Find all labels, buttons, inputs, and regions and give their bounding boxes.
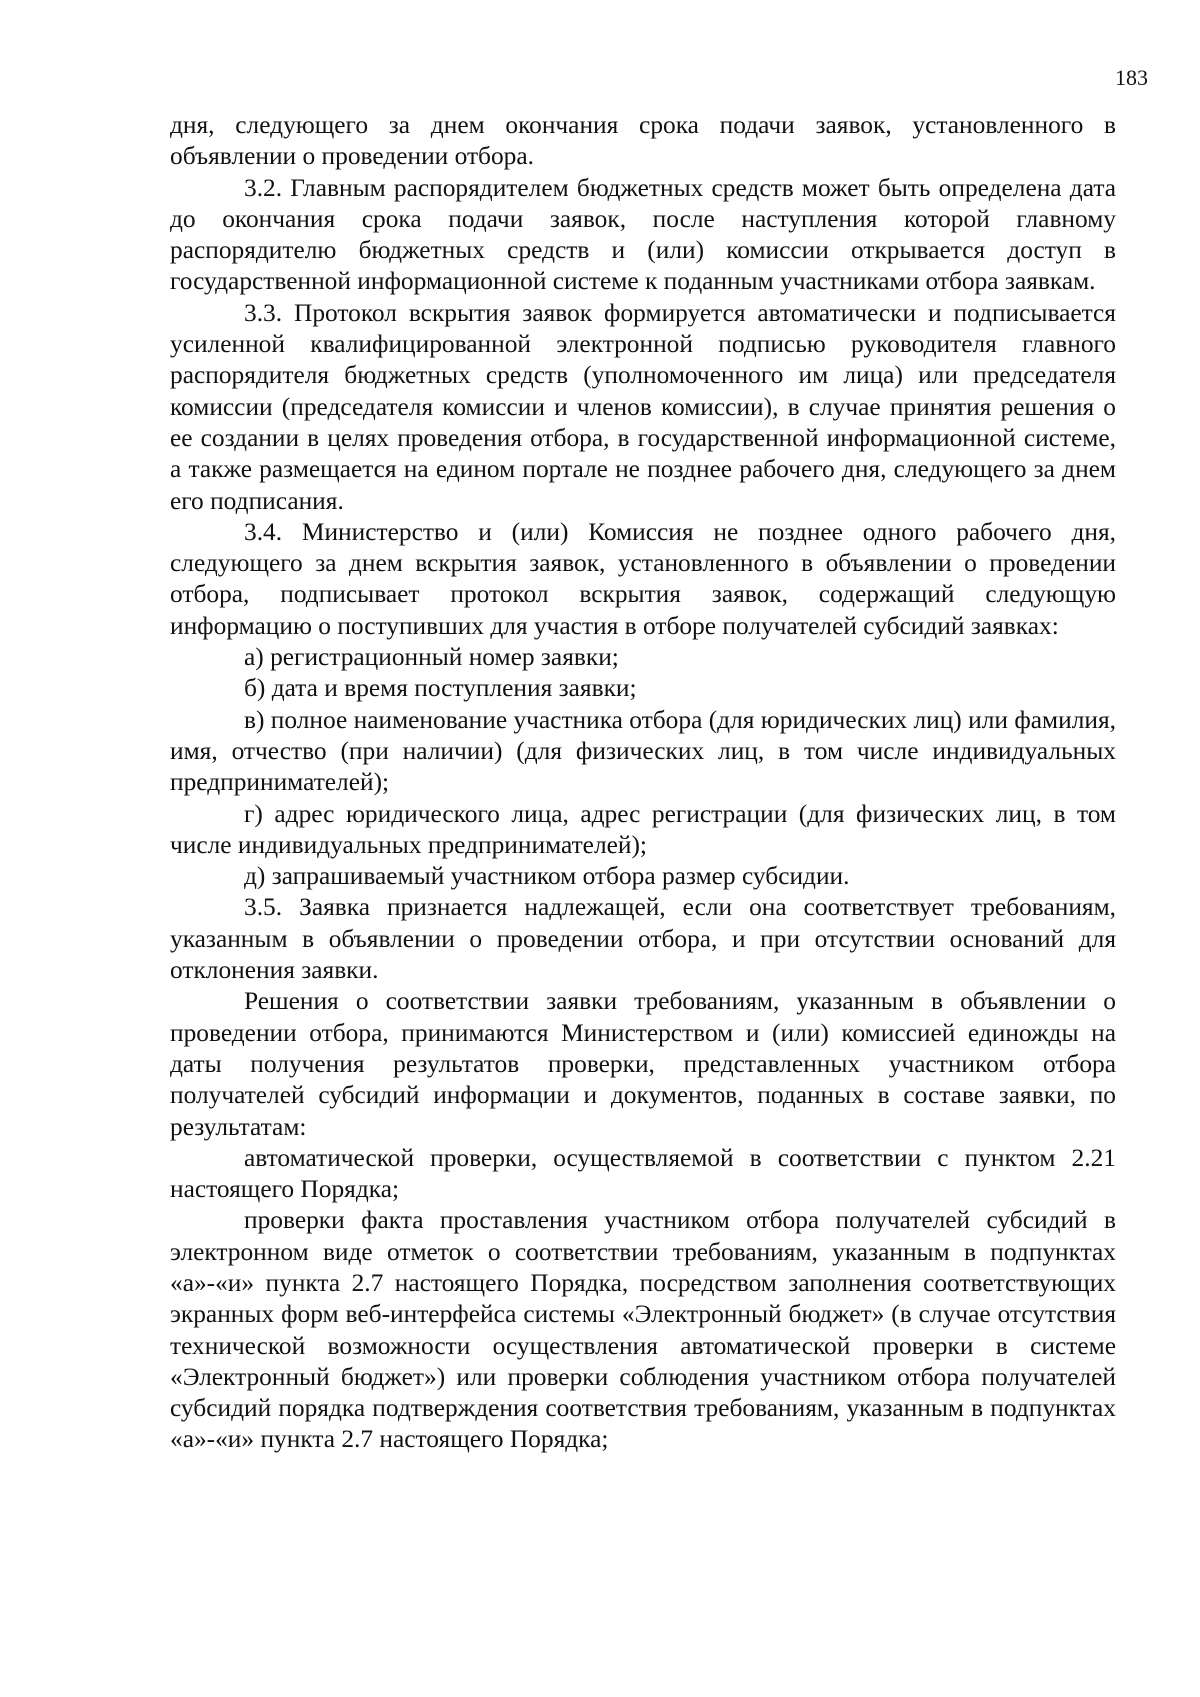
paragraph-3-5: 3.5. Заявка признается надлежащей, если она соответствует требованиям, указанным в объявлении о проведении отбора, и при отсутствии оснований для отклонения заявки. <box>170 893 1116 985</box>
list-item-g: г) адрес юридического лица, адрес регистрации (для физических лиц, в том числе индивидуальных предпринимателей); <box>170 799 1116 859</box>
automatic-check-paragraph: автоматической проверки, осуществляемой в соответствии с пунктом 2.21 настоящего Порядка; <box>170 1143 1116 1204</box>
decision-paragraph: Решения о соответствии заявки требованиям, указанным в объявлении о проведении отбора, принимаются Министерством и (или) комиссией единожды на даты получения результатов проверки, представленных участником отбора получателей субсидий информации и документов, поданных в составе заявки, по результатам: <box>170 987 1116 1141</box>
page-number: 183 <box>1115 65 1148 90</box>
list-item-a: а) регистрационный номер заявки; <box>244 643 619 672</box>
paragraph-3-3: 3.3. Протокол вскрытия заявок формируется автоматически и подписывается усиленной квалифицированной электронной подписью руководителя главного распорядителя бюджетных средств (уполномоченного им лица) или председателя комиссии (председателя комиссии и членов комиссии), в случае принятия решения о ее создании в целях проведения отбора, в государственной информационной системе, а также размещается на едином портале не позднее рабочего дня, следующего за днем его подписания. <box>170 298 1116 515</box>
paragraph-3-2: 3.2. Главным распорядителем бюджетных средств может быть определена дата до окончания срока подачи заявок, после наступления которой главному распорядителю бюджетных средств и (или) комиссии открывается доступ в государственной информационной системе к поданным участниками отбора заявкам. <box>170 173 1116 296</box>
list-item-v: в) полное наименование участника отбора (для юридических лиц) или фамилия, имя, отчество (при наличии) (для физических лиц, в том числе индивидуальных предпринимателей); <box>170 705 1116 797</box>
manual-check-paragraph: проверки факта проставления участником отбора получателей субсидий в электронном виде отметок о соответствии требованиям, указанным в подпунктах «а»-«и» пункта 2.7 настоящего Порядка, посредством заполнения соответствующих экранных форм веб-интерфейса системы «Электронный бюджет» (в случае отсутствия технической возможности осуществления автоматической проверки в системе «Электронный бюджет») или проверки соблюдения участником отбора получателей субсидий порядка подтверждения соответствия требованиям, указанным в подпунктах «а»-«и» пункта 2.7 настоящего Порядка; <box>170 1206 1116 1454</box>
document-body <box>170 110 1116 1456</box>
paragraph-3-4: 3.4. Министерство и (или) Комиссия не позднее одного рабочего дня, следующего за днем вскрытия заявок, установленного в объявлении о проведении отбора, подписывает протокол вскрытия заявок, содержащий следующую информацию о поступивших для участия в отборе получателей субсидий заявках: <box>170 517 1116 640</box>
list-item-b: б) дата и время поступления заявки; <box>244 674 637 703</box>
paragraph-continuation: дня, следующего за днем окончания срока подачи заявок, установленного в объявлении о проведении отбора. <box>170 111 1116 171</box>
list-item-d: д) запрашиваемый участником отбора размер субсидии. <box>244 862 850 891</box>
